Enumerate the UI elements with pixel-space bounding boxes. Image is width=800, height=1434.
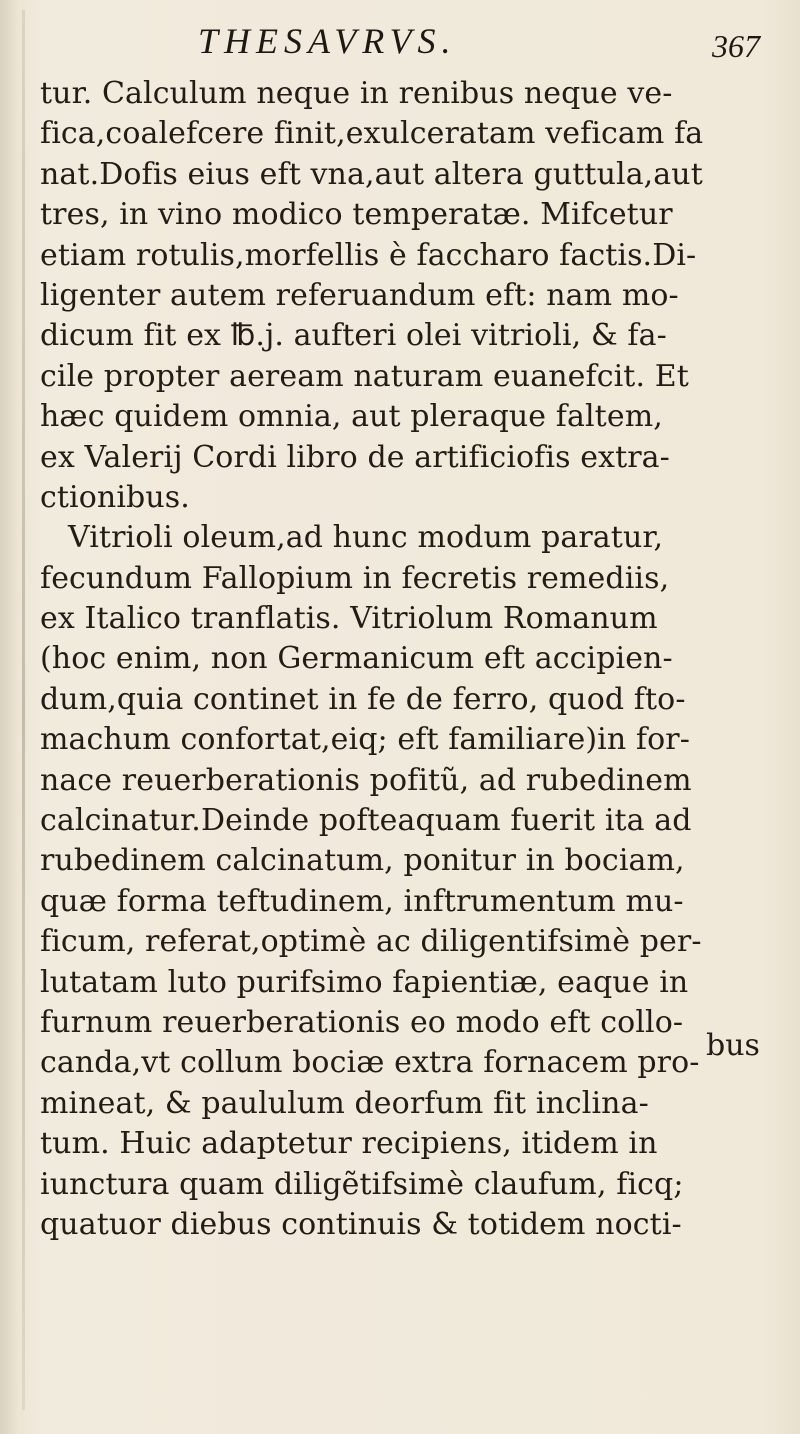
text-line: cile propter aeream naturam euanefcit. Et [40,358,689,394]
text-line: quatuor diebus continuis & totidem nocti- [40,1206,682,1242]
text-line: etiam rotulis,morfellis è faccharo factis.Di- [40,237,697,273]
text-line: tum. Huic adaptetur recipiens, itidem in [40,1126,658,1162]
text-line: machum confortat,eiq; eft familiare)in for- [40,722,690,758]
text-line: quæ forma teftudinem, inftrumentum mu- [40,883,684,919]
text-line: dum,quia continet in fe de ferro, quod fto- [40,681,686,717]
text-line: fecundum Fallopium in fecretis remediis, [40,560,670,596]
text-line: hæc quidem omnia, aut pleraque faltem, [40,399,663,435]
text-line: ficum, referat,optimè ac diligentifsimè per- [40,924,702,960]
text-line: nat.Dofis eius eft vna,aut altera guttula,aut [40,156,703,192]
text-line: fica,coalefcere finit,exulceratam veficam fa [40,116,704,152]
catchword: bus [706,1028,760,1063]
text-line: ctionibus. [40,479,190,515]
running-title: THESAVRVS. [198,21,457,61]
text-line: tres, in vino modico temperatæ. Mifcetur [40,197,673,233]
binding-gutter [22,10,25,1410]
paragraph-start-line: Vitrioli oleum,ad hunc modum paratur, [68,520,664,556]
text-line: (hoc enim, non Germanicum eft accipien- [40,641,673,677]
text-line: tur. Calculum neque in renibus neque ve- [40,76,673,111]
body-text [40,74,792,1245]
text-line: iunctura quam diligẽtifsimè claufum, ficq; [40,1166,684,1202]
text-line: ex Valerij Cordi libro de artificiofis extra- [40,439,670,475]
text-line: nace reuerberationis pofitũ, ad rubedinem [40,762,692,798]
text-line: furnum reuerberationis eo modo eft collo- [40,1004,684,1040]
text-line: ex Italico tranflatis. Vitriolum Romanum [40,601,658,637]
page-header [0,14,800,70]
text-line: rubedinem calcinatum, ponitur in bociam, [40,843,685,879]
text-line: mineat, & paululum deorfum fit inclina- [40,1085,649,1121]
text-line: dicum fit ex ℔.j. aufteri olei vitrioli, & fa- [40,318,667,354]
text-line: canda,vt collum bociæ extra fornacem pro- [40,1045,700,1081]
text-line: calcinatur.Deinde pofteaquam fuerit ita ad [40,803,692,839]
page-number: 367 [712,28,760,64]
text-line: ligenter autem referuandum eft: nam mo- [40,277,679,313]
text-line: lutatam luto purifsimo fapientiæ, eaque in [40,964,689,1000]
